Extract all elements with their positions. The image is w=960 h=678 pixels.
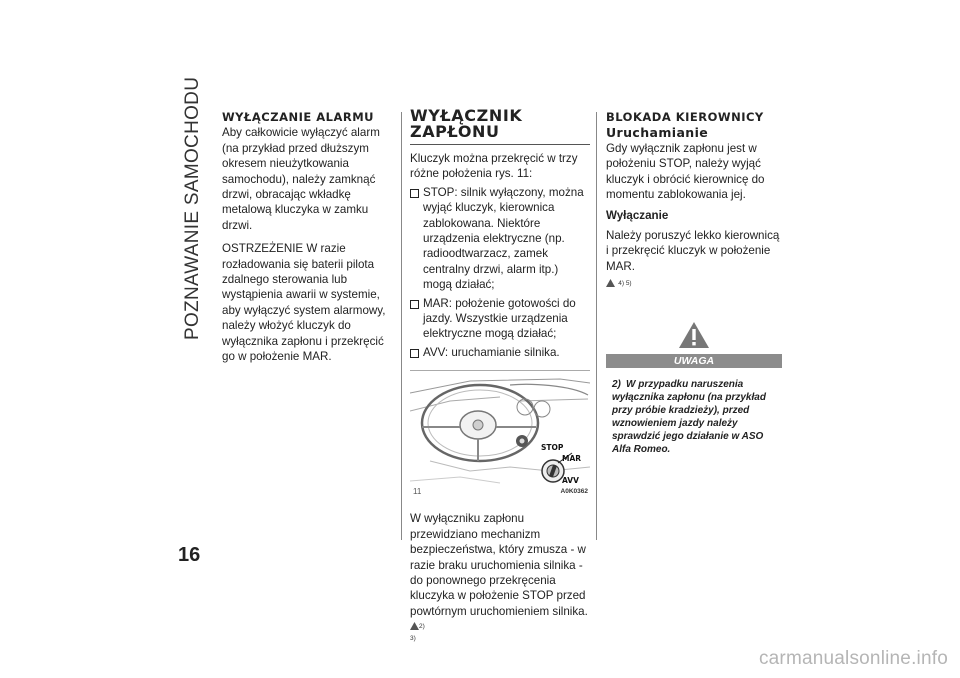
bullet-avv xyxy=(410,345,590,360)
column-steering-lock xyxy=(606,110,782,456)
watermark: carmanualsonline.info xyxy=(758,648,948,669)
checkbox-bullet-icon xyxy=(410,349,419,358)
column-ignition xyxy=(410,108,590,643)
heading-alarm-off: WYŁĄCZANIE ALARMU xyxy=(222,110,375,124)
label-stop: STOP xyxy=(541,443,564,453)
bullet-mar xyxy=(410,296,590,342)
section-side-title-text: POZNAWANIE SAMOCHODU xyxy=(182,76,203,340)
figure-code: A0K0362 xyxy=(560,487,588,495)
warning-note-number: 2) xyxy=(612,379,621,391)
warning-triangle-icon xyxy=(606,279,615,287)
paragraph-alarm-off: Aby całkowicie wyłączyć alarm (na przykład przed dłuższym okresem nieużytkowania samochodu), należy zamknąć drzwi, obracając wkładkę metalową kluczyka w zamku drzwi. xyxy=(222,126,380,232)
heading-rule xyxy=(410,144,590,145)
column-divider-2 xyxy=(596,112,597,540)
figure-number: 11 xyxy=(413,486,422,496)
large-warning-icon xyxy=(678,321,710,349)
warning-title-bar: UWAGA xyxy=(606,354,782,368)
warning-note-text: W przypadku naruszenia wyłącznika zapłonu (na przykład przy próbie kradzieży), przed wznowieniem jazdy należy sprawdzić jego działanie w ASO Alfa Romeo. xyxy=(612,379,766,456)
warning-triangle-icon xyxy=(410,622,419,630)
reference-note: 2) xyxy=(419,623,425,631)
heading-ignition-line1: WYŁĄCZNIK xyxy=(410,106,523,125)
subheading-activation: Uruchamianie xyxy=(606,125,709,141)
paragraph-safety-mechanism-text: W wyłączniku zapłonu przewidziano mechanizm bezpieczeństwa, który zmusza - w razie braku uruchomienia silnika - do ponownego przekręcenia kluczyka w położenie STOP przed powtórnym uruchomieniem silnika. xyxy=(410,512,588,618)
label-avv: AVV xyxy=(562,476,579,486)
paragraph-alarm-warning: OSTRZEŻENIE W razie rozładowania się baterii pilota zdalnego sterowania lub wystąpienia awarii w systemie, aby wyłączyć system alarmowy, należy włożyć kluczyk do wyłącznika zapłonu i przekręcić go w położenie MAR. xyxy=(222,242,386,364)
reference-notes: 4) 5) xyxy=(618,280,632,288)
bullet-avv-text: AVV: uruchamianie silnika. xyxy=(423,345,560,359)
reference-note-2: 3) xyxy=(410,634,416,642)
bullet-stop-text: STOP: silnik wyłączony, można wyjąć kluczyk, kierownica zablokowana. Niektóre urządzenia elektryczne (np. radioodtwarzacz, zamek centralny drzwi, alarm itp.) mogą działać; xyxy=(423,185,584,292)
warning-note xyxy=(606,368,782,456)
paragraph-activation: Gdy wyłącznik zapłonu jest w położeniu STOP, należy wyjąć kluczyk i obrócić kierownicę do momentu zablokowania jej. xyxy=(606,141,765,202)
bullet-stop xyxy=(410,185,590,293)
column-divider-1 xyxy=(401,112,402,540)
section-side-title xyxy=(178,76,208,340)
page-number: 16 xyxy=(178,544,201,566)
dashboard-illustration xyxy=(410,371,590,489)
heading-steering-lock: BLOKADA KIEROWNICY xyxy=(606,110,764,124)
subheading-deactivation: Wyłączanie xyxy=(606,209,669,223)
paragraph-safety-mechanism xyxy=(410,511,590,634)
reference-line xyxy=(606,276,782,291)
label-mar: MAR xyxy=(562,454,582,464)
ignition-figure xyxy=(410,370,590,501)
paragraph-deactivation: Należy poruszyć lekko kierownicą i przekręcić kluczyk w położenie MAR. xyxy=(606,228,780,273)
bullet-mar-text: MAR: położenie gotowości do jazdy. Wszystkie urządzenia elektryczne mogą działać; xyxy=(423,296,576,341)
column-alarm xyxy=(222,110,394,365)
heading-ignition-line2: ZAPŁONU xyxy=(410,122,500,141)
paragraph-ignition-intro: Kluczyk można przekręcić w trzy różne położenia rys. 11: xyxy=(410,152,578,181)
checkbox-bullet-icon xyxy=(410,189,419,198)
checkbox-bullet-icon xyxy=(410,300,419,309)
